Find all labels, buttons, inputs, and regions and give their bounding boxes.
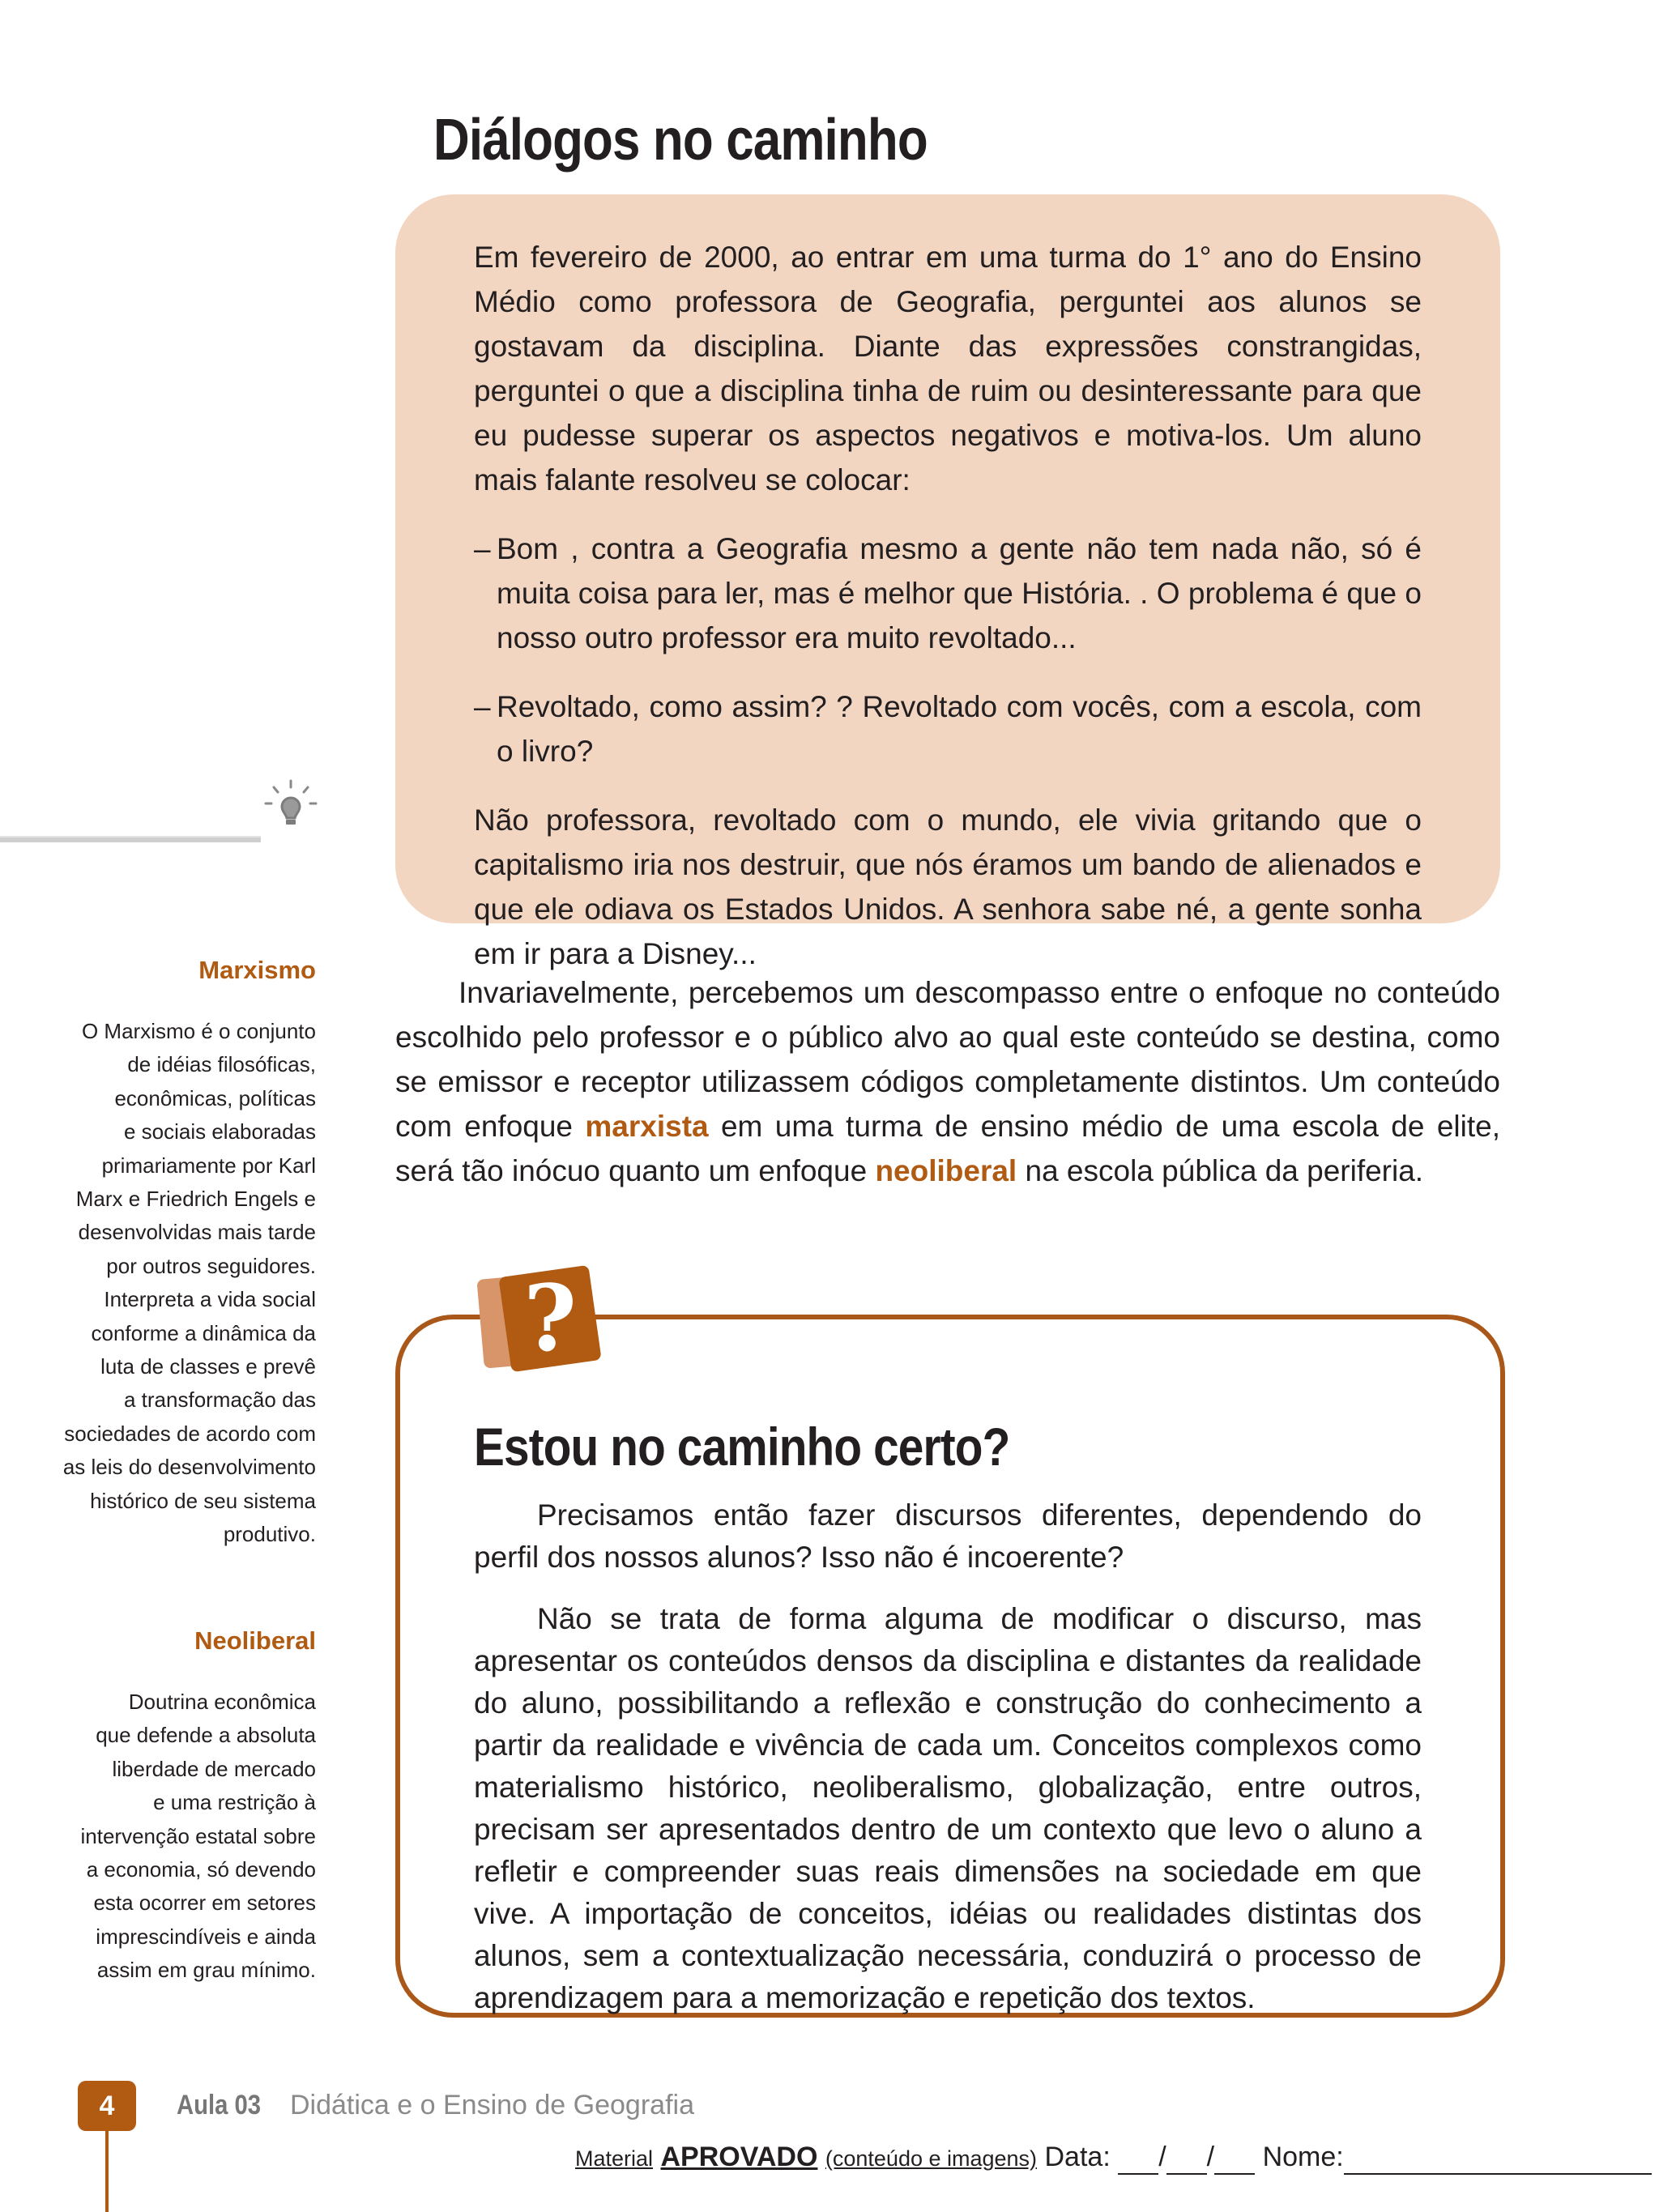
sidebar-definition-line: assim em grau mínimo. [96,1958,316,1983]
sidebar-definition-line: O Marxismo é o conjunto [81,1019,316,1043]
sidebar-definition-line: Doutrina econômica [128,1690,316,1714]
page-title: Diálogos no caminho [433,108,928,173]
sidebar-definition-line: primariamente por Karl [101,1153,316,1178]
question-mark-icon [474,1259,612,1381]
glossary-term-neoliberal: neoliberal [875,1154,1017,1187]
sidebar-definition-line: de idéias filosóficas, [127,1052,316,1077]
name-field[interactable] [1344,2142,1652,2175]
sidebar-definition-line: imprescindíveis e ainda [96,1924,316,1949]
sidebar-title-neoliberal: Neoliberal [194,1626,316,1655]
approval-material: Material [575,2146,654,2171]
sidebar-definition-line: por outros seguidores. [106,1253,316,1278]
dialog-intro: Em fevereiro de 2000, ao entrar em uma turma do 1° ano do Ensino Médio como professora de Geografia, perguntei aos alunos se gostavam da disciplina. Diante das expressões constrangidas, perguntei o que a disciplina tinha de ruim ou desinteressante para que eu pudesse superar os aspectos negativos e motiva-los. Um aluno mais falante resolveu se colocar: [474,241,1422,497]
date-label: Data: [1044,2142,1111,2172]
dash-mark: – [474,690,491,723]
date-separator: / [1206,2142,1215,2172]
sidebar-definition-line: a transformação das [123,1387,316,1413]
approval-stamp [575,2142,1652,2175]
sidebar-definition-line: a economia, só devendo [86,1857,316,1882]
sidebar-definition-line: produtivo. [223,1522,316,1547]
approval-note: (conteúdo e imagens) [825,2146,1038,2171]
sidebar-definition-line: e sociais elaboradas [123,1119,316,1144]
dash-mark: – [474,532,491,565]
footer-line [105,2131,109,2212]
dialog-line [474,684,1422,774]
dialog-text [474,235,1422,1000]
main-paragraph [395,970,1500,1193]
date-year-field[interactable] [1214,2142,1255,2175]
footer-lesson: Aula 03 [177,2090,262,2120]
sidebar-definition-marxismo [49,1015,316,1552]
sidebar-definition-line: Interpreta a vida social [104,1287,316,1312]
sidebar-definition-line: sociedades de acordo com [64,1421,316,1446]
svg-text:?: ? [523,1266,577,1372]
sidebar-definition-line: luta de classes e prevê [100,1354,316,1379]
sidebar-definition-line: que defende a absoluta [96,1723,316,1748]
approval-status: APROVADO [660,2142,818,2172]
sidebar-title-marxismo: Marxismo [198,956,316,984]
sidebar-definition-line: econômicas, políticas [114,1085,316,1110]
main-text: Invariavelmente, percebemos um descompasso entre o enfoque no conteúdo escolhido pelo professor e o público alvo ao qual este conteúdo se destina, como se emissor e receptor utilizassem códigos completamente distintos. Um conteúdo com enfoque [395,976,1500,1143]
sidebar-definition-line: histórico de seu sistema [90,1488,316,1513]
sidebar-definition-line: conforme a dinâmica da [91,1320,316,1345]
sidebar-definition-line: as leis do desenvolvimento [62,1455,316,1480]
main-text: na escola pública da periferia. [1017,1154,1424,1187]
main-text: em uma turma de ensino médio de uma escola de elite, será tão inócuo quanto um enfoque [395,1110,1500,1187]
footer-course: Didática e o Ensino de Geografia [290,2090,694,2120]
question-paragraph: Não se trata de forma alguma de modificar o discurso, mas apresentar os conteúdos densos da disciplina e distantes da realidade do aluno, possibilitando a reflexão e construção do conhecimento a partir da realidade e vivência de cada um. Conceitos complexos como materialismo histórico, neoliberalismo, globalização, entre outros, precisam ser apresentados dentro de um contexto que levo o aluno a refletir e compreender suas reais dimensões na sociedade em que vive. A importação de conceitos, idéias ou realidades distintas dos alunos, sem a contextualização necessária, conduzirá o processo de aprendizagem para a memorização e repetição dos textos. [474,1602,1422,2014]
glossary-term-marxista: marxista [585,1110,709,1143]
sidebar-definition-line: intervenção estatal sobre [80,1823,316,1848]
sidebar-definition-line: desenvolvidas mais tarde [78,1220,316,1245]
sidebar-definition-line: liberdade de mercado [112,1756,316,1781]
question-title: Estou no caminho certo? [474,1417,1010,1477]
date-month-field[interactable] [1166,2142,1207,2175]
sidebar-definition-line: esta ocorrer em setores [93,1890,316,1916]
question-text [474,1494,1422,2039]
dialog-closing: Não professora, revoltado com o mundo, ele vivia gritando que o capitalismo iria nos destruir, que nós éramos um bando de alienados e que ele odiava os Estados Unidos. A senhora sabe né, a gente sonha em ir para a Disney... [474,803,1422,970]
page-number: 4 [78,2081,136,2131]
date-day-field[interactable] [1118,2142,1158,2175]
name-label: Nome: [1262,2142,1344,2172]
lightbulb-icon [261,778,321,837]
dialog-line [474,526,1422,660]
question-paragraph: Precisamos então fazer discursos diferentes, dependendo do perfil dos nossos alunos? Isso não é incoerente? [474,1498,1422,1574]
sidebar-definition-neoliberal [49,1686,316,1988]
margin-rule [0,836,261,842]
sidebar-definition-line: Marx e Friedrich Engels e [75,1187,316,1212]
date-separator: / [1158,2142,1166,2172]
dialog-line-text: Revoltado, como assim? ? Revoltado com vocês, com a escola, com o livro? [497,690,1422,768]
dialog-line-text: Bom , contra a Geografia mesmo a gente não tem nada não, só é muita coisa para ler, mas é melhor que História. . O problema é que o nosso outro professor era muito revoltado... [497,532,1422,654]
sidebar-definition-line: e uma restrição à [153,1790,316,1815]
